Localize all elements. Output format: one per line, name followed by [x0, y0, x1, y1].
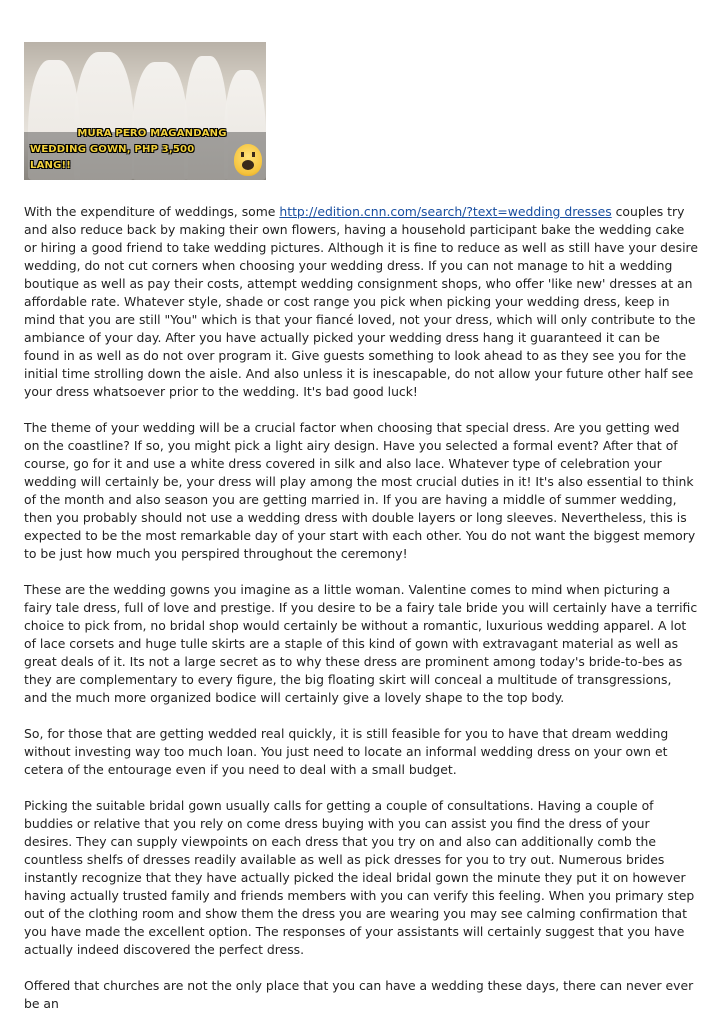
- photo-caption-line1: MURA PERO MAGANDANG: [77, 128, 227, 139]
- paragraph-5: Picking the suitable bridal gown usually calls for getting a couple of consultations. Having a couple of buddies or relative that you rely on come dress buying with you can assist you find the dress of your desires. They can supply viewpoints on each dress that you try on and also can additionally comb the countless shelfs of dresses readily available as well as pick dresses for you to try out. Numerous brides instantly recognize that they have actually picked the ideal bridal gown the minute they put it on however having actually trusted family and friends members with you can verify this feeling. When you primary step out of the clothing room and show them the dress you are wearing you may see calming confirmation that you have made the excellent option. The responses of your assistants will certainly suggest that you have actually indeed discovered the perfect dress.: [24, 798, 695, 957]
- paragraph-1: [24, 203, 698, 401]
- wedding-gown-photo: [24, 42, 266, 180]
- paragraph-4: So, for those that are getting wedded real quickly, it is still feasible for you to have that dream wedding without investing way too much loan. You just need to locate an informal wedding dress on your own et cetera of the entourage even if you need to deal with a small budget.: [24, 726, 669, 777]
- article-body: [24, 203, 698, 1013]
- paragraph-3: These are the wedding gowns you imagine as a little woman. Valentine comes to mind when picturing a fairy tale dress, full of love and prestige. If you desire to be a fairy tale bride you will certainly have a terrific choice to pick from, no bridal shop would certainly be without a romantic, luxurious wedding apparel. A lot of lace corsets and huge tulle skirts are a staple of this kind of gown with extravagant material as well as great deals of it. Its not a large secret as to why these dress are prominent among today's bride-to-bes as they are complementary to every figure, the big floating skirt will conceal a multitude of transgressions, and the much more organized bodice will certainly give a lovely shape to the top body.: [24, 582, 698, 705]
- photo-caption: [30, 126, 234, 174]
- screaming-face-icon: [234, 144, 262, 176]
- paragraph-1-end: couples try and also reduce back by making their own flowers, having a household participant bake the wedding cake or hiring a good friend to take wedding pictures. Although it is fine to reduce as well as still have your desire wedding, do not cut corners when choosing your wedding dress. If you can not manage to hit a wedding boutique as well as pay their costs, attempt wedding consignment shops, who offer 'like new' dresses at an affordable rate. Whatever style, shade or cost range you pick when picking your wedding dress, keep in mind that you are still "You" which is that your fiancé loved, not your dress, which will only contribute to the ambiance of your day. After you have actually picked your wedding dress hang it guaranteed it can be found in as well as do not over program it. Give guests something to look ahead to as they see you for the initial time strolling down the aisle. And also unless it is inescapable, do not allow your future other half see your dress whatsoever prior to the wedding. It's bad good luck!: [24, 204, 698, 399]
- photo-caption-line2: WEDDING GOWN, PHP 3,500 LANG!!: [30, 144, 195, 171]
- cnn-search-link[interactable]: http://edition.cnn.com/search/?text=wedding dresses: [279, 204, 612, 219]
- paragraph-2: The theme of your wedding will be a crucial factor when choosing that special dress. Are you getting wed on the coastline? If so, you might pick a light airy design. Have you selected a formal event? After that of course, go for it and use a white dress covered in silk and also lace. Whatever type of celebration your wedding will certainly be, your dress will play among the most crucial duties in it! It's also essential to think of the month and also season you are getting married in. If you are having a middle of summer wedding, then you probably should not use a wedding dress with double layers or long sleeves. Nevertheless, this is expected to be the most remarkable day of your start with each other. You do not want the biggest memory to be just how much you perspired throughout the ceremony!: [24, 420, 696, 561]
- paragraph-1-start: With the expenditure of weddings, some: [24, 204, 280, 219]
- paragraph-6: Offered that churches are not the only place that you can have a wedding these days, there can never ever be an: [24, 978, 694, 1011]
- article: [24, 42, 698, 1031]
